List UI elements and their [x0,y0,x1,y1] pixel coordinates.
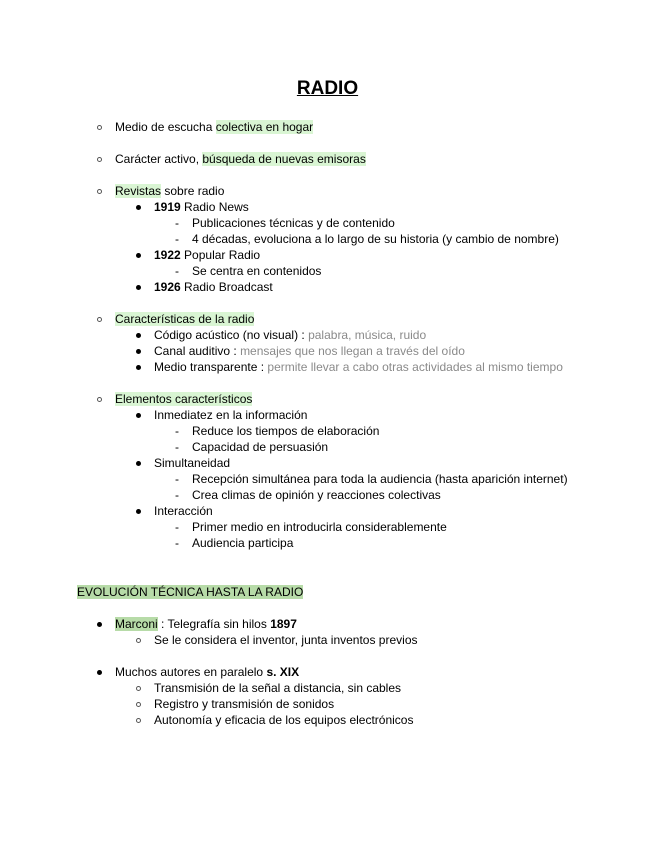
page-title: RADIO [296,78,359,99]
dash-bullet-icon: - [175,520,179,534]
list-item: Características de la radio [115,312,255,326]
list-item: 1926 Radio Broadcast [154,280,273,294]
list-item: Carácter activo, búsqueda de nuevas emisoras [115,152,366,166]
list-item: Publicaciones técnicas y de contenido [192,216,395,230]
list-item: Canal auditivo : mensajes que nos llegan a través del oído [154,344,465,358]
list-item: Crea climas de opinión y reacciones colectivas [192,488,441,502]
list-item: Audiencia participa [192,536,294,550]
list-item: Capacidad de persuasión [192,440,329,454]
disc-bullet-icon [136,285,141,290]
list-item: Muchos autores en paralelo s. XIX [115,665,300,679]
disc-bullet-icon [136,461,141,466]
circle-bullet-icon [136,686,141,691]
dash-bullet-icon: - [175,424,179,438]
dash-bullet-icon: - [175,488,179,502]
list-item: Se le considera el inventor, junta inventos previos [154,633,418,647]
disc-bullet-icon [97,622,102,627]
dash-bullet-icon: - [175,472,179,486]
list-item: Simultaneidad [154,456,231,470]
list-item: Transmisión de la señal a distancia, sin cables [154,681,402,695]
list-item: Código acústico (no visual) : palabra, música, ruido [154,328,427,342]
list-item: 1919 Radio News [154,200,249,214]
dash-bullet-icon: - [175,216,179,230]
disc-bullet-icon [136,205,141,210]
list-item: 4 décadas, evoluciona a lo largo de su historia (y cambio de nombre) [192,232,559,246]
section-heading: EVOLUCIÓN TÉCNICA HASTA LA RADIO [77,585,304,599]
dash-bullet-icon: - [175,232,179,246]
disc-bullet-icon [136,509,141,514]
disc-bullet-icon [136,349,141,354]
disc-bullet-icon [136,413,141,418]
list-item: Elementos característicos [115,392,253,406]
circle-bullet-icon [97,397,102,402]
list-item: Medio transparente : permite llevar a cabo otras actividades al mismo tiempo [154,360,563,374]
list-item: Reduce los tiempos de elaboración [192,424,380,438]
circle-bullet-icon [97,125,102,130]
circle-bullet-icon [97,189,102,194]
list-item: Revistas sobre radio [115,184,225,198]
circle-bullet-icon [136,638,141,643]
disc-bullet-icon [97,670,102,675]
circle-bullet-icon [97,317,102,322]
list-item: Primer medio en introducirla considerablemente [192,520,447,534]
disc-bullet-icon [136,365,141,370]
list-item: Se centra en contenidos [192,264,322,278]
list-item: Recepción simultánea para toda la audiencia (hasta aparición internet) [192,472,568,486]
dash-bullet-icon: - [175,440,179,454]
list-item: Medio de escucha colectiva en hogar [115,120,314,134]
dash-bullet-icon: - [175,264,179,278]
dash-bullet-icon: - [175,536,179,550]
list-item: Marconi : Telegrafía sin hilos 1897 [115,617,297,631]
circle-bullet-icon [136,702,141,707]
disc-bullet-icon [136,333,141,338]
circle-bullet-icon [97,157,102,162]
list-item: Interacción [154,504,213,518]
circle-bullet-icon [136,718,141,723]
list-item: Autonomía y eficacia de los equipos electrónicos [154,713,414,727]
disc-bullet-icon [136,253,141,258]
list-item: Inmediatez en la información [154,408,308,422]
list-item: 1922 Popular Radio [154,248,261,262]
list-item: Registro y transmisión de sonidos [154,697,335,711]
